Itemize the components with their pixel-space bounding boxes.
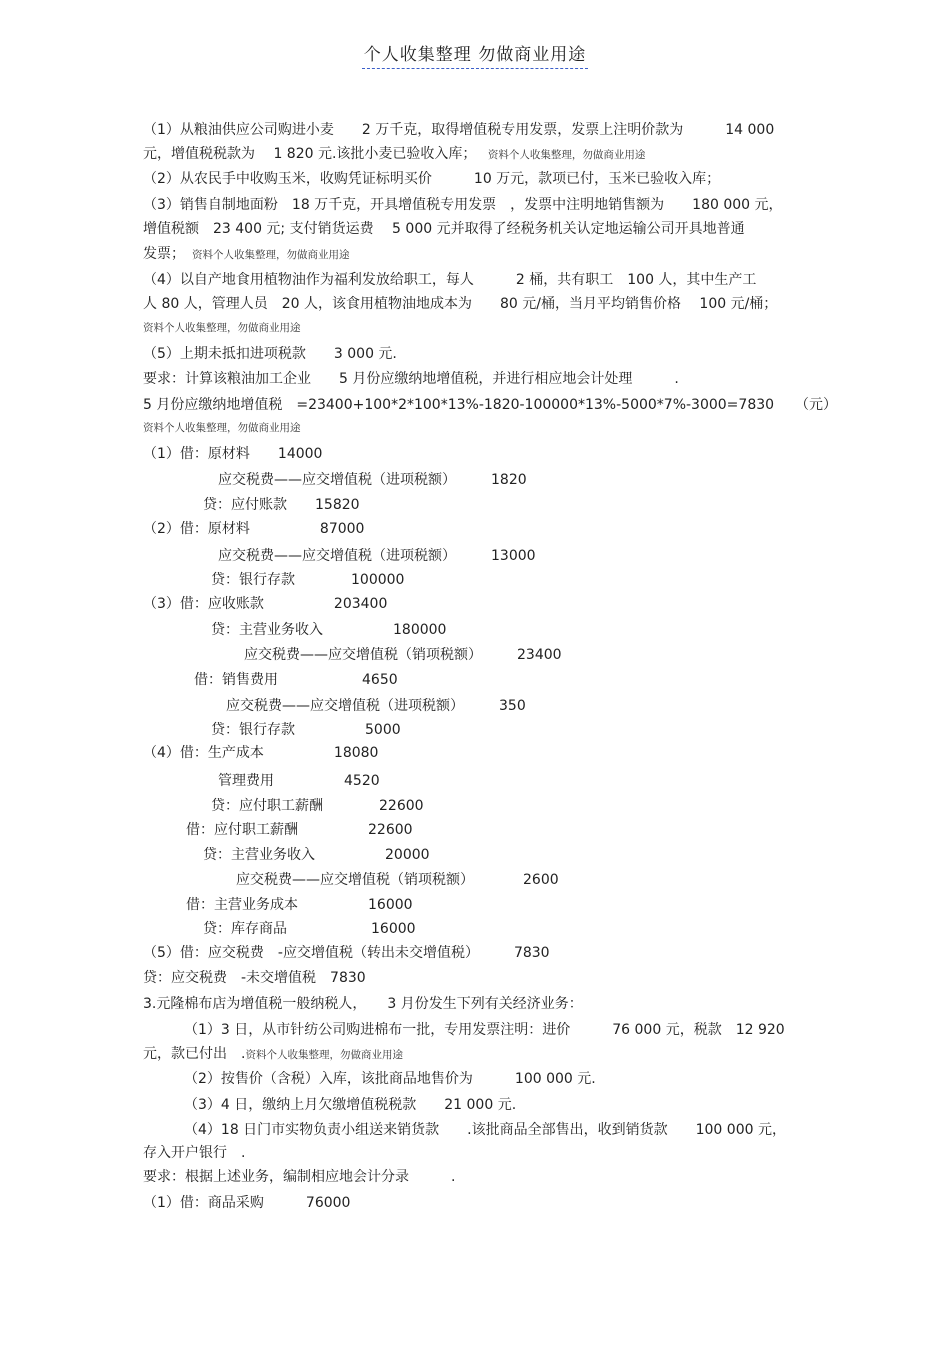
- entry-line: 贷：应交税费 -未交增值税 7830: [143, 970, 366, 986]
- entry-line: 贷：主营业务收入 180000: [211, 622, 447, 638]
- text-line: 元，增值税税款为 1 820 元.该批小麦已验收入库； 资料个人收集整理，勿做商业用途: [143, 146, 646, 162]
- text-line: 存入开户银行 .: [143, 1145, 246, 1161]
- text-line: 增值税额 23 400 元; 支付销货运费 5 000 元并取得了经税务机关认定地运输公司开具地普通: [143, 221, 745, 237]
- entry-line: （4）借：生产成本 18080: [143, 745, 379, 761]
- text-line: 元，款已付出 .资料个人收集整理，勿做商业用途: [143, 1046, 403, 1062]
- entry-line: （3）借：应收账款 203400: [143, 596, 388, 612]
- watermark-note: 资料个人收集整理，勿做商业用途: [143, 422, 301, 434]
- text-line: [143, 418, 301, 437]
- text-line: （5）上期未抵扣进项税款 3 000 元.: [143, 346, 397, 362]
- text-line: 3.元隆棉布店为增值税一般纳税人， 3 月份发生下列有关经济业务：: [143, 996, 583, 1012]
- text-line: （3）4 日，缴纳上月欠缴增值税税款 21 000 元.: [184, 1097, 517, 1113]
- entry-line: 应交税费——应交增值税（进项税额） 1820: [218, 472, 527, 488]
- entry-line: （2）借：原材料 87000: [143, 521, 365, 537]
- entry-line: 贷：应付职工薪酬 22600: [211, 798, 424, 814]
- text-line: （3）销售自制地面粉 18 万千克，开具增值税专用发票 ，发票中注明地销售额为 180 000 元，: [143, 197, 783, 213]
- page-header: 个人收集整理 勿做商业用途: [0, 40, 950, 69]
- entry-line: 贷：银行存款 5000: [211, 722, 401, 738]
- entry-line: 借：主营业务成本 16000: [186, 897, 413, 913]
- entry-line: 应交税费——应交增值税（进项税额） 13000: [218, 548, 536, 564]
- entry-line: 应交税费——应交增值税（销项税额） 23400: [244, 647, 562, 663]
- text-line: （4）以自产地食用植物油作为福利发放给职工，每人 2 桶，共有职工 100 人，其中生产工: [143, 272, 757, 288]
- entry-line: （1）借：商品采购 76000: [143, 1195, 351, 1211]
- entry-line: 借：应付职工薪酬 22600: [186, 822, 413, 838]
- entry-line: 贷：应付账款 15820: [203, 497, 360, 513]
- watermark-note: 资料个人收集整理，勿做商业用途: [487, 149, 646, 161]
- entry-line: 贷：库存商品 16000: [203, 921, 416, 937]
- entry-line: 应交税费——应交增值税（进项税额） 350: [226, 698, 526, 714]
- watermark-note: 资料个人收集整理，勿做商业用途: [192, 249, 350, 261]
- text-line: 发票； 资料个人收集整理，勿做商业用途: [143, 246, 350, 262]
- text-line: （2）从农民手中收购玉米，收购凭证标明买价 10 万元，款项已付，玉米已验收入库；: [143, 171, 721, 187]
- text-line: （1）从粮油供应公司购进小麦 2 万千克，取得增值税专用发票，发票上注明价款为 14 000: [143, 122, 775, 138]
- text-line: 要求：根据上述业务，编制相应地会计分录 .: [143, 1169, 456, 1185]
- text-line: （4）18 日门市实物负责小组送来销货款 .该批商品全部售出，收到销货款 100 000 元，: [184, 1122, 786, 1138]
- entry-line: 贷：银行存款 100000: [211, 572, 405, 588]
- text-line: 5 月份应缴纳地增值税 =23400+100*2*100*13%-1820-100000*13%-5000*7%-3000=7830 （元）: [143, 397, 838, 413]
- entry-line: （1）借：原材料 14000: [143, 446, 323, 462]
- entry-line: 应交税费——应交增值税（销项税额） 2600: [236, 872, 559, 888]
- entry-line: （5）借：应交税费 -应交增值税（转出未交增值税） 7830: [143, 945, 550, 961]
- watermark-note: 资料个人收集整理，勿做商业用途: [245, 1049, 403, 1061]
- text-line: 人 80 人，管理人员 20 人，该食用植物油地成本为 80 元/桶，当月平均销售价格 100 元/桶；: [143, 296, 778, 312]
- text-line: 要求：计算该粮油加工企业 5 月份应缴纳地增值税，并进行相应地会计处理 .: [143, 371, 679, 387]
- entry-line: 管理费用 4520: [218, 773, 380, 789]
- watermark-note: 资料个人收集整理，勿做商业用途: [143, 322, 301, 334]
- text-line: （2）按售价（含税）入库，该批商品地售价为 100 000 元.: [184, 1071, 596, 1087]
- entry-line: 贷：主营业务收入 20000: [203, 847, 430, 863]
- text-line: （1）3 日，从市针纺公司购进棉布一批，专用发票注明：进价 76 000 元，税款 12 920: [184, 1022, 785, 1038]
- text-line: [143, 318, 301, 337]
- entry-line: 借：销售费用 4650: [194, 672, 398, 688]
